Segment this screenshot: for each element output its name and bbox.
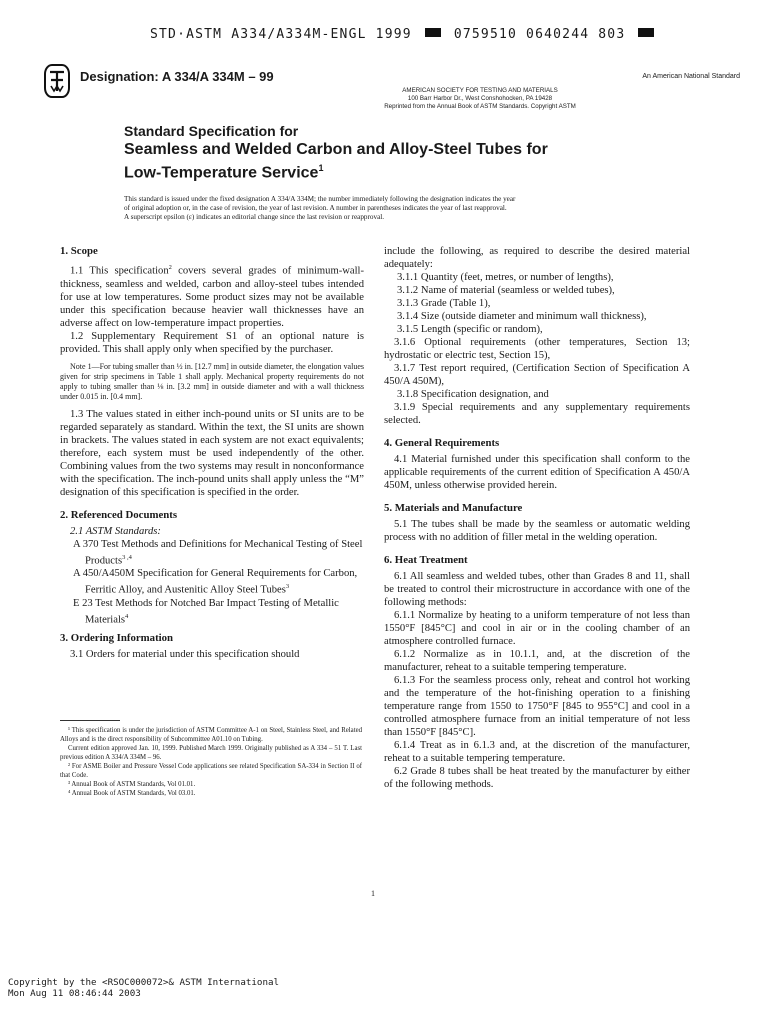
note: Note 1—For tubing smaller than ½ in. [12.7 mm] in outside diameter, the elongation values given for strip specimens in Table 1 shall apply. Mechanical property requirements do not apply to tubing smaller than ⅛ in. [3.2 mm] in outside diameter and with a wall thickness under 0.015 in. [0.4 mm]. bbox=[60, 361, 364, 401]
reference-item: A 450/A450M Specification for General Requirements for Carbon, Ferritic Alloy, and Austenitic Alloy Steel Tubes$^3$ bbox=[73, 568, 358, 596]
section-heading: 6. Heat Treatment bbox=[384, 554, 468, 566]
paragraph: 6.1.2 Normalize as in 10.1.1, and, at the discretion of the manufacturer, reheat to a suitable tempering temperature. bbox=[384, 649, 690, 673]
paragraph: 6.1 All seamless and welded tubes, other than Grades 8 and 11, shall be treated to control their microstructure in accordance with one of the following methods: bbox=[384, 571, 690, 608]
left-column bbox=[60, 245, 364, 661]
list-item: 3.1.1 Quantity (feet, metres, or number of lengths), bbox=[397, 272, 614, 283]
copyright-stamp bbox=[8, 977, 279, 999]
section-heading: 4. General Requirements bbox=[384, 437, 500, 449]
paragraph: 6.1.4 Treat as in 6.1.3 and, at the discretion of the manufacturer, reheat to a suitable tempering temperature. bbox=[384, 740, 690, 764]
footnote: ² For ASME Boiler and Pressure Vessel Code applications see related Specification SA-334 in Section II of that Code. bbox=[60, 763, 362, 779]
notice-line: of original adoption or, in the case of revision, the year of last revision. A number in parentheses indicates the year of last reapproval. bbox=[124, 204, 507, 212]
society-name: AMERICAN SOCIETY FOR TESTING AND MATERIALS bbox=[402, 87, 558, 94]
std-code: 0759510 0640244 803 bbox=[453, 27, 626, 42]
paragraph: 4.1 Material furnished under this specification shall conform to the applicable requirements of the current edition of Specification A 450/A 450M, unless otherwise provided herein. bbox=[384, 454, 690, 491]
society-block bbox=[0, 87, 768, 111]
barcode-block bbox=[638, 28, 654, 37]
page-number: 1 bbox=[371, 889, 375, 898]
title-line-1: Standard Specification for bbox=[124, 123, 299, 139]
list-item: 3.1.2 Name of material (seamless or welded tubes), bbox=[397, 285, 615, 296]
paragraph: 6.2 Grade 8 tubes shall be heat treated by the manufacturer by either of the following methods. bbox=[384, 766, 690, 790]
title-footnote-ref: 1 bbox=[318, 163, 324, 173]
paragraph: 5.1 The tubes shall be made by the seamless or automatic welding process with no addition of filler metal in the welding operation. bbox=[384, 519, 690, 543]
designation: Designation: A 334/A 334M – 99 bbox=[80, 69, 274, 84]
paragraph: 3.1 Orders for material under this specification should bbox=[70, 649, 300, 661]
notice-line: This standard is issued under the fixed designation A 334/A 334M; the number immediately following the designation indicates the year bbox=[124, 195, 516, 203]
list-item: 3.1.4 Size (outside diameter and minimum wall thickness), bbox=[397, 311, 647, 322]
section-heading: 1. Scope bbox=[60, 245, 98, 257]
list-item: 3.1.7 Test report required, (Certification Section of Specification A 450/A 450M), bbox=[384, 363, 690, 387]
paragraph: 1.1 This specification$^2$ covers several grades of minimum-wall-thickness, seamless and welded, carbon and alloy-steel tubes intended for use at low temperatures. Some product sizes may not be available under this specification because heavier wall thicknesses have an adverse affect on low-temperature impact properties. bbox=[60, 264, 365, 329]
reprint-notice: Reprinted from the Annual Book of ASTM Standards. Copyright ASTM bbox=[384, 103, 576, 110]
notice-line: A superscript epsilon (ε) indicates an editorial change since the last revision or reapproval. bbox=[124, 213, 385, 221]
std-line: STD·ASTM A334/A334M-ENGL 1999 bbox=[150, 27, 412, 42]
section-heading: 2. Referenced Documents bbox=[60, 508, 178, 521]
section-heading: 3. Ordering Information bbox=[60, 632, 174, 645]
footnotes bbox=[60, 726, 362, 798]
list-item: 3.1.8 Specification designation, and bbox=[397, 389, 549, 400]
paragraph: include the following, as required to describe the desired material adequately: bbox=[384, 246, 690, 270]
document-title bbox=[124, 123, 548, 182]
paragraph: 6.1.1 Normalize by heating to a uniform temperature of not less than 1550°F [845°C] and cool in air or in the cooling chamber of an atmosphere controlled furnace. bbox=[384, 610, 690, 647]
list-item: 3.1.3 Grade (Table 1), bbox=[397, 298, 491, 309]
list-item: 3.1.5 Length (specific or random), bbox=[397, 324, 543, 335]
copyright-line: Copyright by the <RSOC000072>& ASTM International bbox=[8, 977, 280, 988]
footnote: ³ Annual Book of ASTM Standards, Vol 01.01. bbox=[68, 781, 196, 788]
reference-item: E 23 Test Methods for Notched Bar Impact Testing of Metallic Materials$^4$ bbox=[73, 597, 339, 626]
footnote-rule bbox=[60, 720, 120, 721]
paragraph: 6.1.3 For the seamless process only, reheat and control hot working and the temperature of the hot-finishing operation to a finishing temperature range from 1550 to 1750°F [845 to 955°C] and cool in a controlled atmosphere furnace from an initial temperature of not less than 1550°F [845°C]. bbox=[384, 675, 690, 738]
title-line-2: Seamless and Welded Carbon and Alloy-Steel Tubes for bbox=[124, 141, 548, 158]
timestamp: Mon Aug 11 08:46:44 2003 bbox=[8, 988, 141, 999]
section-heading: 5. Materials and Manufacture bbox=[384, 502, 523, 514]
reference-item: A 370 Test Methods and Definitions for Mechanical Testing of Steel Products$^{3 ,4}$ bbox=[73, 538, 363, 567]
paragraph: 1.3 The values stated in either inch-pound units or SI units are to be regarded separately as standard. Within the text, the SI units are shown in brackets. The values stated in each system are not exact equivalents; therefore, each system must be used independently of the other. Combining values from the two systems may result in nonconformance with the specification. The inch-pound units shall apply unless the “M” designation of this specification is specified in the order. bbox=[60, 408, 364, 498]
footnote: Current edition approved Jan. 10, 1999. Published March 1999. Originally published as A 334 – 51 T. Last previous edition A 334/A 334M – 96. bbox=[60, 745, 362, 761]
issuance-notice bbox=[124, 195, 724, 222]
barcode-block bbox=[425, 28, 441, 37]
footnote: ⁴ Annual Book of ASTM Standards, Vol 03.01. bbox=[68, 790, 196, 797]
right-column bbox=[384, 245, 690, 791]
paragraph: 1.2 Supplementary Requirement S1 of an optional nature is provided. This shall apply only when specified by the purchaser. bbox=[60, 330, 364, 355]
title-line-3: Low-Temperature Service bbox=[124, 164, 319, 182]
national-standard-label: An American National Standard bbox=[642, 73, 740, 80]
list-item: 3.1.9 Special requirements and any supplementary requirements selected. bbox=[384, 402, 690, 426]
list-item: 3.1.6 Optional requirements (other temperatures, Section 13; hydrostatic or electric test, Section 15), bbox=[384, 337, 690, 361]
document-id-line bbox=[150, 27, 658, 42]
paragraph: 2.1 ASTM Standards: bbox=[70, 525, 161, 537]
footnote: ¹ This specification is under the jurisdiction of ASTM Committee A-1 on Steel, Stainless Steel, and Related Alloys and is the direct responsibility of Subcommittee A01.10 on Tubing. bbox=[60, 727, 362, 743]
society-address: 100 Barr Harbor Dr., West Conshohocken, PA 19428 bbox=[407, 95, 553, 102]
